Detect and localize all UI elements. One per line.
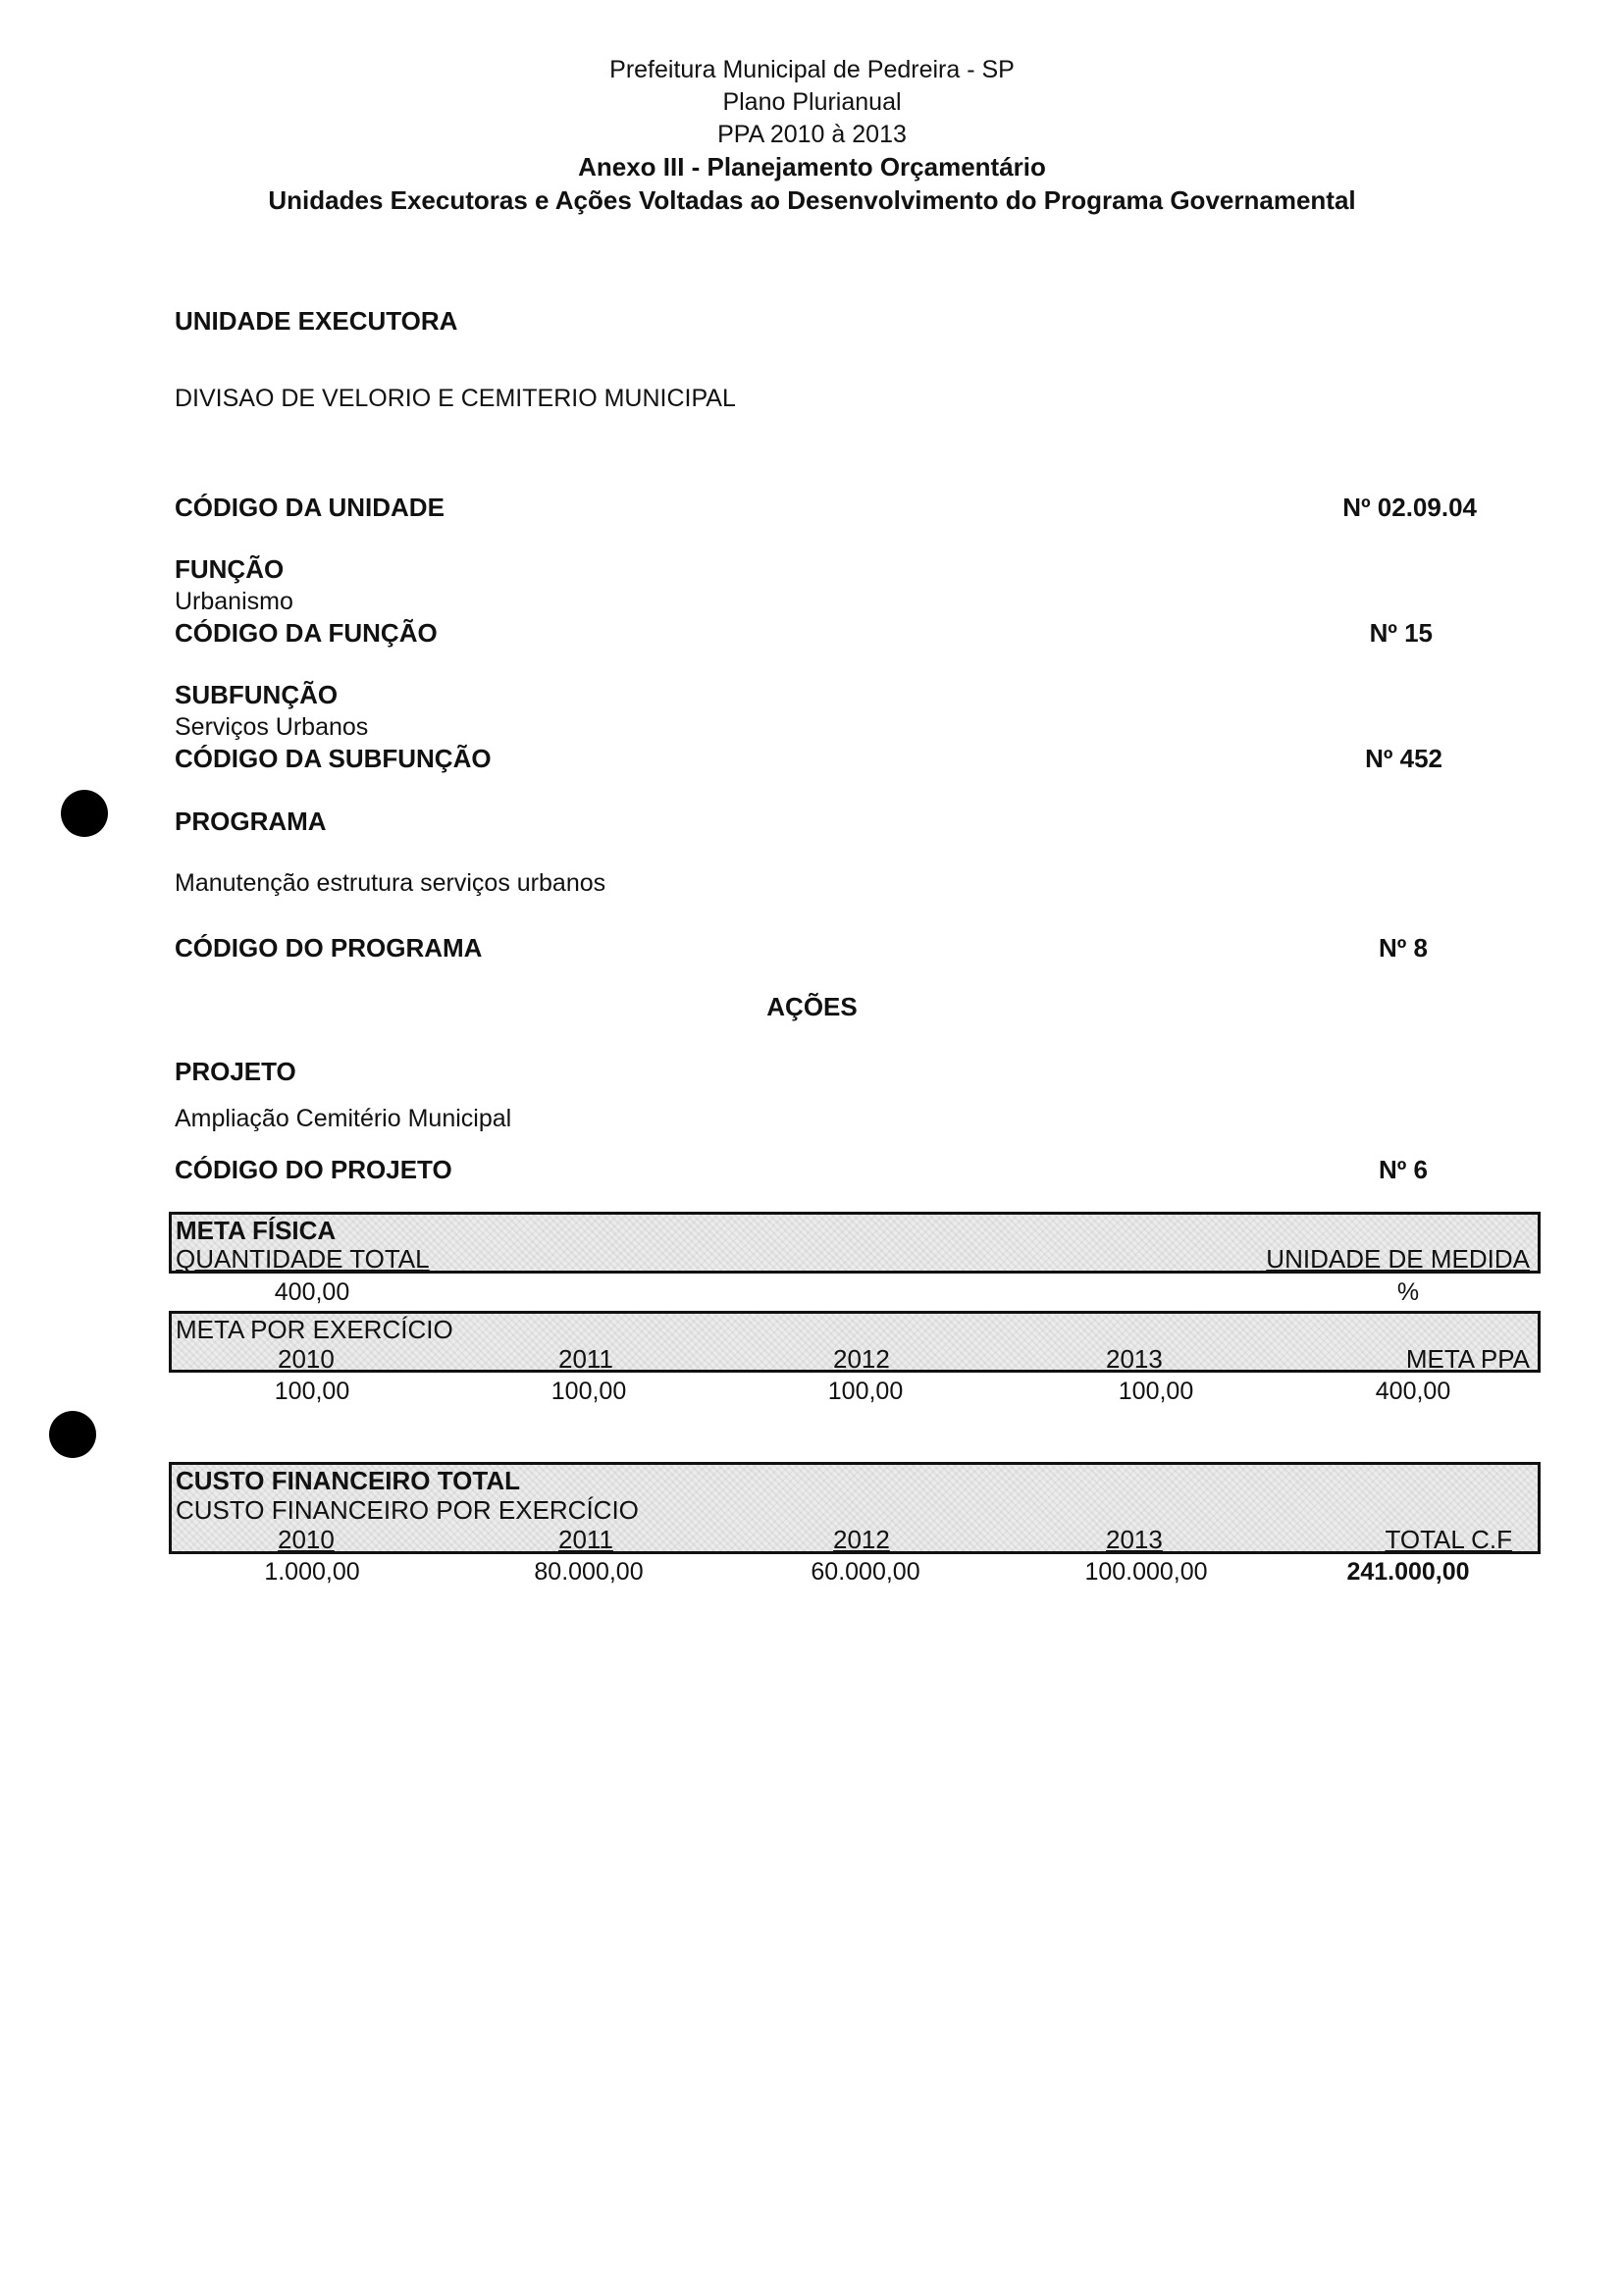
meta-exercicio-header-2010: 2010: [278, 1344, 335, 1374]
unidade-code: Nº 02.09.04: [1342, 493, 1477, 522]
meta-exercicio-value-2012: 100,00: [827, 1378, 904, 1405]
custo-value-2012: 60.000,00: [811, 1558, 920, 1586]
custo-header-2013: 2013: [1106, 1525, 1163, 1554]
programa-code: Nº 8: [1379, 933, 1428, 963]
meta-exercicio-header-2013: 2013: [1106, 1344, 1163, 1374]
custo-title: CUSTO FINANCEIRO TOTAL: [176, 1466, 520, 1495]
projeto-code: Nº 6: [1379, 1155, 1428, 1184]
meta-exercicio-header-2012: 2012: [833, 1344, 890, 1374]
funcao-code: Nº 15: [1369, 618, 1433, 648]
projeto-name: Ampliação Cemitério Municipal: [175, 1105, 512, 1132]
meta-fisica-box: [169, 1212, 1541, 1274]
unidade-label: UNIDADE EXECUTORA: [175, 306, 458, 336]
custo-header-2011: 2011: [558, 1525, 613, 1554]
meta-fisica-unit-value: %: [1396, 1278, 1420, 1306]
custo-value-2013: 100.000,00: [1084, 1558, 1208, 1586]
funcao-code-label: CÓDIGO DA FUNÇÃO: [175, 618, 438, 648]
meta-exercicio-value-2013: 100,00: [1118, 1378, 1194, 1405]
subfuncao-label: SUBFUNÇÃO: [175, 680, 339, 709]
meta-fisica-qty-label: QUANTIDADE TOTAL: [176, 1244, 430, 1274]
header-line-1: Prefeitura Municipal de Pedreira - SP: [609, 56, 1015, 83]
acoes-title: AÇÕES: [766, 992, 858, 1021]
meta-exercicio-box: [169, 1311, 1541, 1373]
meta-exercicio-header-meta-ppa: META PPA: [1405, 1344, 1530, 1374]
unidade-name: DIVISAO DE VELORIO E CEMITERIO MUNICIPAL: [175, 385, 736, 412]
meta-fisica-qty-value: 400,00: [274, 1278, 350, 1306]
custo-value-2011: 80.000,00: [534, 1558, 644, 1586]
meta-exercicio-header-2011: 2011: [558, 1344, 613, 1374]
meta-exercicio-value-meta-ppa: 400,00: [1375, 1378, 1451, 1405]
unidade-code-label: CÓDIGO DA UNIDADE: [175, 493, 445, 522]
projeto-label: PROJETO: [175, 1057, 296, 1086]
subfuncao-code: Nº 452: [1365, 744, 1442, 773]
header-line-2: Plano Plurianual: [722, 88, 902, 116]
meta-fisica-unit-label: UNIDADE DE MEDIDA: [1266, 1244, 1530, 1274]
custo-financeiro-box: [169, 1462, 1541, 1554]
punch-hole-top: [61, 790, 108, 837]
meta-exercicio-value-2011: 100,00: [550, 1378, 627, 1405]
funcao-label: FUNÇÃO: [175, 554, 285, 584]
programa-code-label: CÓDIGO DO PROGRAMA: [175, 933, 483, 963]
header-line-3: PPA 2010 à 2013: [717, 121, 907, 148]
subfuncao-code-label: CÓDIGO DA SUBFUNÇÃO: [175, 744, 492, 773]
header-line-4: Anexo III - Planejamento Orçamentário: [578, 152, 1046, 182]
custo-header-2012: 2012: [833, 1525, 890, 1554]
custo-header-2010: 2010: [278, 1525, 335, 1554]
punch-hole-bottom: [49, 1411, 96, 1458]
projeto-code-label: CÓDIGO DO PROJETO: [175, 1155, 452, 1184]
funcao-name: Urbanismo: [175, 588, 293, 615]
custo-value-total: 241.000,00: [1346, 1558, 1470, 1586]
header-line-5: Unidades Executoras e Ações Voltadas ao Desenvolvimento do Programa Governamental: [268, 185, 1356, 215]
custo-header-total: TOTAL C.F: [1385, 1525, 1512, 1554]
meta-exercicio-title: META POR EXERCÍCIO: [176, 1315, 453, 1344]
programa-label: PROGRAMA: [175, 807, 327, 836]
subfuncao-name: Serviços Urbanos: [175, 713, 369, 741]
custo-subtitle: CUSTO FINANCEIRO POR EXERCÍCIO: [176, 1495, 639, 1525]
meta-fisica-title: META FÍSICA: [176, 1216, 337, 1245]
meta-exercicio-value-2010: 100,00: [274, 1378, 350, 1405]
programa-name: Manutenção estrutura serviços urbanos: [175, 869, 606, 897]
custo-value-2010: 1.000,00: [264, 1558, 360, 1586]
